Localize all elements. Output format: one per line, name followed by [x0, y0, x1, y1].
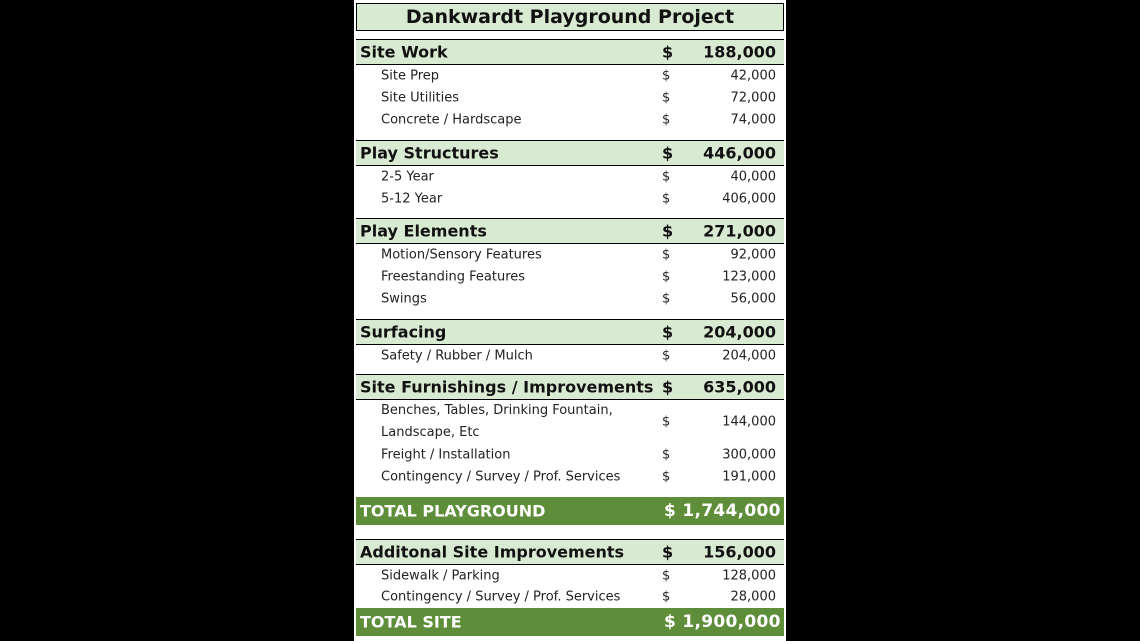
- total-playground-label: TOTAL PLAYGROUND: [360, 501, 546, 521]
- category-label: Surfacing: [360, 322, 447, 342]
- currency-symbol: $: [662, 568, 671, 584]
- line-item: [356, 266, 784, 288]
- category-total: 635,000: [703, 377, 776, 397]
- category-total: 188,000: [703, 42, 776, 62]
- total-site-amount: $ 1,900,000: [664, 612, 781, 632]
- budget-sheet: [354, 0, 786, 641]
- currency-symbol: $: [662, 169, 671, 185]
- item-label: Site Prep: [381, 68, 440, 84]
- category-total: 271,000: [703, 221, 776, 241]
- total-site-row: [356, 608, 784, 636]
- currency-symbol: $: [662, 247, 671, 263]
- line-item: [356, 400, 784, 444]
- line-item: [356, 565, 784, 587]
- item-label: Freestanding Features: [381, 269, 526, 285]
- category-row-play-elements: [356, 218, 784, 244]
- currency-symbol: $: [662, 589, 671, 605]
- item-label: 2-5 Year: [381, 169, 434, 185]
- line-item: [356, 345, 784, 367]
- currency-symbol: $: [662, 414, 671, 430]
- category-label: Additonal Site Improvements: [360, 542, 625, 562]
- item-label: Contingency / Survey / Prof. Services: [381, 589, 621, 605]
- total-playground-amount: $ 1,744,000: [664, 501, 781, 521]
- currency-symbol: $: [662, 291, 671, 307]
- category-total: 156,000: [703, 542, 776, 562]
- item-label: Site Utilities: [381, 90, 460, 106]
- item-amount: 204,000: [722, 348, 776, 364]
- item-label: Motion/Sensory Features: [381, 247, 542, 263]
- category-row-play-structures: [356, 140, 784, 166]
- currency-symbol: $: [662, 68, 671, 84]
- line-item: [356, 65, 784, 87]
- item-amount: 72,000: [730, 90, 776, 106]
- currency-symbol: $: [662, 377, 674, 397]
- line-item: [356, 587, 784, 607]
- item-label: Swings: [381, 291, 427, 307]
- category-row-site-work: [356, 39, 784, 65]
- line-item: [356, 166, 784, 188]
- line-item: [356, 188, 784, 210]
- currency-symbol: $: [662, 469, 671, 485]
- currency-symbol: $: [662, 269, 671, 285]
- line-item: [356, 87, 784, 109]
- category-label: Site Work: [360, 42, 448, 62]
- item-amount: 92,000: [730, 247, 776, 263]
- line-item: [356, 244, 784, 266]
- line-item: [356, 466, 784, 488]
- item-amount: 406,000: [722, 191, 776, 207]
- currency-symbol: $: [662, 221, 674, 241]
- page-title: [356, 3, 784, 31]
- category-label: Site Furnishings / Improvements: [360, 377, 654, 397]
- item-amount: 123,000: [722, 269, 776, 285]
- item-label: Concrete / Hardscape: [381, 112, 522, 128]
- item-amount: 74,000: [730, 112, 776, 128]
- category-total: 204,000: [703, 322, 776, 342]
- category-row-site-furnishings: [356, 374, 784, 400]
- currency-symbol: $: [662, 90, 671, 106]
- item-amount: 191,000: [722, 469, 776, 485]
- currency-symbol: $: [662, 348, 671, 364]
- item-label: Sidewalk / Parking: [381, 568, 500, 584]
- total-playground-row: [356, 497, 784, 525]
- category-label: Play Elements: [360, 221, 487, 241]
- item-label: Freight / Installation: [381, 447, 511, 463]
- item-amount: 56,000: [730, 291, 776, 307]
- item-amount: 128,000: [722, 568, 776, 584]
- currency-symbol: $: [662, 542, 674, 562]
- item-amount: 300,000: [722, 447, 776, 463]
- line-item: [356, 109, 784, 131]
- item-amount: 42,000: [730, 68, 776, 84]
- item-label: Benches, Tables, Drinking Fountain, Landscape, Etc: [381, 403, 613, 440]
- currency-symbol: $: [662, 191, 671, 207]
- category-row-additional-site: [356, 539, 784, 565]
- line-item: [356, 288, 784, 310]
- category-row-surfacing: [356, 319, 784, 345]
- page-title-text: Dankwardt Playground Project: [405, 6, 735, 28]
- item-amount: 144,000: [722, 414, 776, 430]
- total-site-label: TOTAL SITE: [360, 612, 462, 632]
- item-amount: 40,000: [730, 169, 776, 185]
- currency-symbol: $: [662, 143, 674, 163]
- item-label: 5-12 Year: [381, 191, 443, 207]
- category-total: 446,000: [703, 143, 776, 163]
- line-item: [356, 444, 784, 466]
- item-label: Safety / Rubber / Mulch: [381, 348, 533, 364]
- currency-symbol: $: [662, 112, 671, 128]
- currency-symbol: $: [662, 447, 671, 463]
- item-label: Contingency / Survey / Prof. Services: [381, 469, 621, 485]
- category-label: Play Structures: [360, 143, 499, 163]
- item-amount: 28,000: [730, 589, 776, 605]
- currency-symbol: $: [662, 322, 674, 342]
- currency-symbol: $: [662, 42, 674, 62]
